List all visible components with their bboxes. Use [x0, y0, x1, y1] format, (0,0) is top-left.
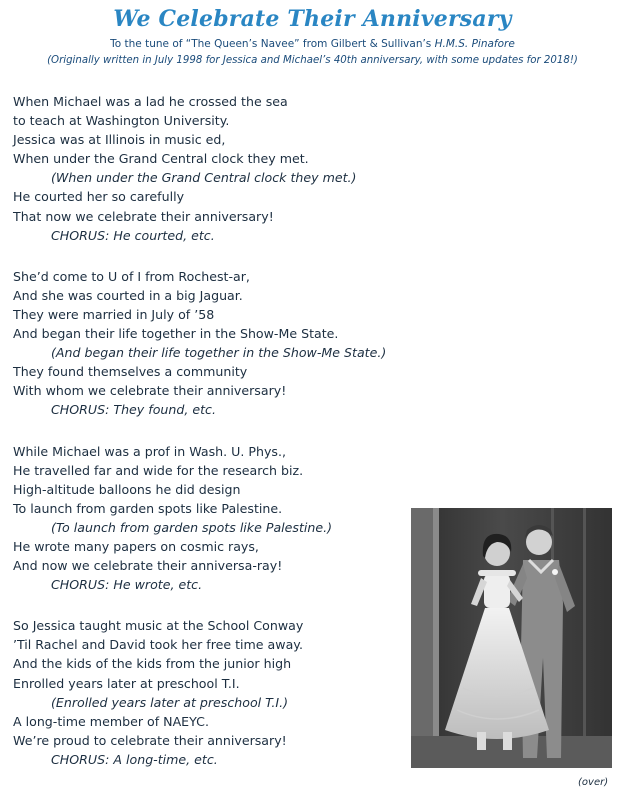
lyric-echo: (When under the Grand Central clock they met.): [51, 170, 357, 186]
lyric-line: With whom we celebrate their anniversary!: [13, 383, 287, 399]
lyric-echo: (To launch from garden spots like Palestine.): [51, 519, 333, 535]
over-note: (over): [578, 777, 609, 788]
lyric-line: They were married in July of ’58: [13, 306, 215, 322]
lyric-line: They found themselves a community: [13, 364, 248, 380]
lyric-line: While Michael was a prof in Wash. U. Phys.,: [13, 443, 286, 459]
lyric-echo: (Enrolled years later at preschool T.I.): [51, 694, 289, 710]
verse-1: [13, 92, 413, 245]
lyric-line: When Michael was a lad he crossed the sea: [13, 94, 288, 109]
lyric-echo: (And began their life together in the Show-Me State.): [51, 345, 387, 361]
lyric-line: to teach at Washington University.: [13, 113, 230, 129]
lyric-line: We’re proud to celebrate their anniversary!: [13, 732, 287, 748]
verse-3: [13, 442, 413, 595]
lyric-line: A long-time member of NAEYC.: [13, 713, 209, 729]
lyric-line: High-altitude balloons he did design: [13, 481, 241, 497]
lyric-line: ’Til Rachel and David took her free time away.: [13, 637, 303, 653]
lyric-line: So Jessica taught music at the School Conway: [13, 618, 304, 634]
lyric-line: When under the Grand Central clock they met.: [13, 151, 309, 167]
verse-gap: [13, 245, 413, 267]
chorus-line: CHORUS: A long-time, etc.: [51, 751, 218, 767]
chorus-line: CHORUS: He courted, etc.: [51, 227, 215, 243]
lyric-line: And she was courted in a big Jaguar.: [13, 287, 243, 303]
lyric-line: And the kids of the kids from the junior high: [13, 656, 292, 672]
lyric-line: He courted her so carefully: [13, 189, 185, 205]
lyric-line: That now we celebrate their anniversary!: [13, 208, 274, 224]
lyric-line: To launch from garden spots like Palestine.: [13, 500, 283, 516]
lyric-line: He travelled far and wide for the research biz.: [13, 462, 304, 478]
lyric-line: She’d come to U of I from Rochest-ar,: [13, 268, 250, 284]
verse-4: [13, 616, 413, 769]
tune-prefix: To the tune of “The Queen’s Navee” from Gilbert & Sullivan’s: [110, 38, 435, 50]
verse-2: [13, 267, 413, 420]
lyric-line: He wrote many papers on cosmic rays,: [13, 538, 259, 554]
tune-subtitle: [0, 38, 625, 50]
lyric-line: Enrolled years later at preschool T.I.: [13, 675, 240, 691]
verse-gap: [13, 594, 413, 616]
verse-gap: [13, 420, 413, 442]
lyric-line: And now we celebrate their anniversa-ray!: [13, 558, 283, 574]
lyrics: [13, 92, 413, 769]
wedding-photo-illustration: [411, 508, 612, 768]
lyric-line: Jessica was at Illinois in music ed,: [13, 132, 226, 148]
tune-work-title: H.M.S. Pinafore: [434, 38, 515, 50]
page-title: We Celebrate Their Anniversary: [113, 6, 512, 32]
chorus-line: CHORUS: He wrote, etc.: [51, 577, 203, 593]
wedding-photo: [411, 508, 612, 768]
origin-note: (Originally written in July 1998 for Jessica and Michael’s 40th anniversary, with some updates for 2018!): [47, 55, 578, 66]
chorus-line: CHORUS: They found, etc.: [51, 402, 216, 418]
lyric-line: And began their life together in the Show-Me State.: [13, 326, 339, 342]
